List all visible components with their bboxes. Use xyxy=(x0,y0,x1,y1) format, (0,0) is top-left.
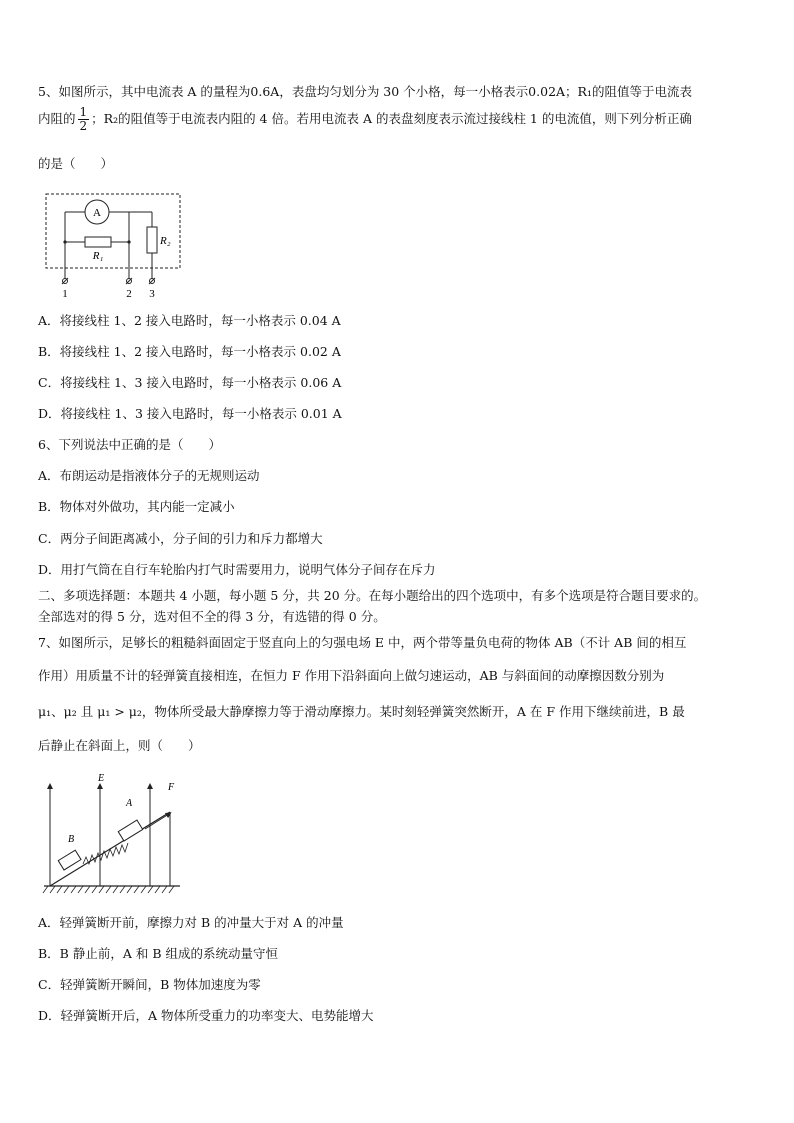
block-a-label: A xyxy=(126,798,133,809)
resistor-r1-label: R₁ xyxy=(92,250,104,262)
q5-stem-line-2 xyxy=(38,106,692,133)
block-a xyxy=(118,820,142,841)
q6-stem: 6、下列说法中正确的是（ ） xyxy=(38,437,221,452)
force-label-f: F xyxy=(168,782,175,793)
q5-stem-line-1: 5、如图所示，其中电流表 A 的量程为0.6A，表盘均匀划分为 30 个小格，每一小格表示0.02A；R₁的阻值等于电流表 xyxy=(38,84,692,99)
q7-option-b: B．B 静止前，A 和 B 组成的系统动量守恒 xyxy=(38,946,278,961)
q5-stem-line-2-suffix: ；R₂的阻值等于电流表内阻的 4 倍。若用电流表 A 的表盘刻度表示流过接线柱 1 的电流值，则下列分析正确 xyxy=(91,111,692,126)
dashed-box xyxy=(46,194,180,268)
q7-option-d: D．轻弹簧断开后，A 物体所受重力的功率变大、电势能增大 xyxy=(38,1008,374,1023)
terminal-symbols xyxy=(62,278,155,284)
q7-option-a: A．轻弹簧断开前，摩擦力对 B 的冲量大于对 A 的冲量 xyxy=(38,915,344,930)
section-2-instructions-line-1: 二、多项选择题：本题共 4 小题，每小题 5 分，共 20 分。在每小题给出的四个选项中，有多个选项是符合题目要求的。 xyxy=(38,588,707,603)
ammeter-label: A xyxy=(93,207,101,219)
resistor-r1 xyxy=(85,237,111,247)
q5-stem-line-2-prefix: 内阻的 xyxy=(38,111,76,126)
block-b xyxy=(58,850,81,870)
terminal-2-label: 2 xyxy=(126,288,132,300)
terminal-3-label: 3 xyxy=(149,288,155,300)
q5-stem-line-3: 的是（ ） xyxy=(38,156,114,171)
resistor-r2 xyxy=(147,227,157,253)
field-label-e: E xyxy=(98,773,105,784)
q6-option-d: D．用打气筒在自行车轮胎内打气时需要用力，说明气体分子间存在斥力 xyxy=(38,562,436,577)
ground-hatching xyxy=(43,886,174,893)
fraction-denominator: 2 xyxy=(79,119,88,133)
force-arrow-f xyxy=(145,814,169,829)
circuit-diagram xyxy=(40,190,190,302)
q6-option-a: A．布朗运动是指液体分子的无规则运动 xyxy=(38,468,260,483)
junction-dot-left xyxy=(63,240,66,243)
q5-option-d: D．将接线柱 1、3 接入电路时，每一小格表示 0.01 A xyxy=(38,406,342,421)
q5-option-a: A．将接线柱 1、2 接入电路时，每一小格表示 0.04 A xyxy=(38,313,341,328)
q5-option-b: B．将接线柱 1、2 接入电路时，每一小格表示 0.02 A xyxy=(38,344,341,359)
junction-dot-right xyxy=(127,240,130,243)
section-2-instructions-line-2: 全部选对的得 5 分，选对但不全的得 3 分，有选错的得 0 分。 xyxy=(38,609,386,624)
q7-option-c: C．轻弹簧断开瞬间，B 物体加速度为零 xyxy=(38,977,261,992)
q7-stem-line-4: 后静止在斜面上，则（ ） xyxy=(38,738,201,753)
block-b-label: B xyxy=(68,834,75,845)
q7-stem-line-3: μ₁、μ₂ 且 μ₁ > μ₂，物体所受最大静摩擦力等于滑动摩擦力。某时刻轻弹簧突然断开，A 在 F 作用下继续前进，B 最 xyxy=(38,704,685,719)
electric-field-lines xyxy=(50,786,150,886)
terminal-1-label: 1 xyxy=(62,288,68,300)
q5-option-c: C．将接线柱 1、3 接入电路时，每一小格表示 0.06 A xyxy=(38,375,342,390)
resistor-r2-label: R₂ xyxy=(160,235,171,247)
q6-option-b: B．物体对外做功，其内能一定减小 xyxy=(38,499,235,514)
spring xyxy=(83,843,128,864)
q7-stem-line-1: 7、如图所示，足够长的粗糙斜面固定于竖直向上的匀强电场 E 中，两个带等量负电荷的物体 AB（不计 AB 间的相互 xyxy=(38,635,687,650)
q7-stem-line-2: 作用）用质量不计的轻弹簧直接相连，在恒力 F 作用下沿斜面向上做匀速运动，AB 与斜面间的动摩擦因数分别为 xyxy=(38,668,665,683)
fraction-one-half xyxy=(78,106,90,133)
incline-diagram xyxy=(38,768,188,900)
q6-option-c: C．两分子间距离减小，分子间的引力和斥力都增大 xyxy=(38,531,323,546)
fraction-numerator: 1 xyxy=(79,105,88,119)
